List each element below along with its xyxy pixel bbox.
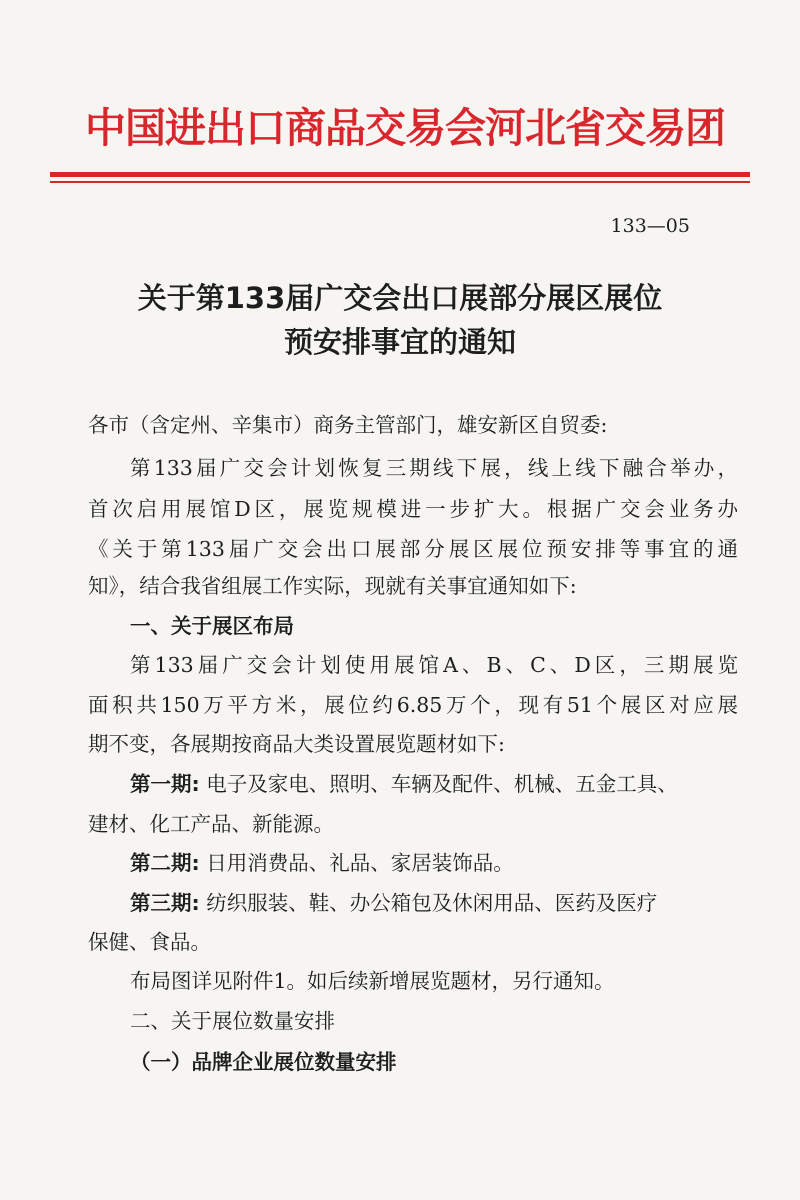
section-heading-2: 二、关于展位数量安排 [130, 1009, 335, 1033]
phase-2-text: 日用消费品、礼品、家居装饰品。 [206, 851, 514, 875]
paragraph-1-line-3: 《关于第133届广交会出口展部分展区展位预安排等事宜的通 [88, 537, 738, 561]
phase-1-label: 第一期: [130, 772, 200, 796]
document-title-line-2: 预安排事宜的通知 [283, 325, 516, 359]
header-rule-thin [50, 181, 750, 183]
document-number: 133—05 [610, 215, 690, 237]
subsection-heading-1: （一）品牌企业展位数量安排 [130, 1050, 397, 1074]
phase-3-label: 第三期: [130, 891, 200, 915]
paragraph-3: 布局图详见附件1。如后续新增展览题材，另行通知。 [130, 969, 615, 993]
phase-3-text: 纺织服装、鞋、办公箱包及休闲用品、医药及医疗 [206, 891, 658, 915]
phase-1-line-2: 建材、化工产品、新能源。 [88, 812, 334, 836]
document-title-line-1: 关于第133届广交会出口展部分展区展位 [137, 281, 663, 315]
phase-2-line [130, 845, 738, 881]
phase-3-line-1 [130, 885, 738, 921]
salutation: 各市（含定州、辛集市）商务主管部门，雄安新区自贸委: [88, 413, 608, 437]
phase-2-label: 第二期: [130, 851, 200, 875]
phase-1-text: 电子及家电、照明、车辆及配件、机械、五金工具、 [206, 772, 678, 796]
phase-1-line-1 [130, 766, 738, 802]
paragraph-2-line-2: 面积共150万平方米，展位约6.85万个，现有51个展区对应展 [88, 693, 738, 717]
paragraph-2-line-3: 期不变，各展期按商品大类设置展览题材如下: [88, 732, 505, 756]
paragraph-2-line-1: 第133届广交会计划使用展馆A、B、C、D区，三期展览 [130, 653, 738, 677]
paragraph-1-line-1: 第133届广交会计划恢复三期线下展，线上线下融合举办， [130, 456, 738, 480]
phase-3-line-2: 保健、食品。 [88, 930, 211, 954]
paragraph-1-line-2: 首次启用展馆D区，展览规模进一步扩大。根据广交会业务办 [88, 497, 738, 521]
paragraph-1-line-4: 知》，结合我省组展工作实际，现就有关事宜通知如下: [88, 574, 577, 598]
organization-header: 中国进出口商品交易会河北省交易团 [85, 104, 725, 152]
section-heading-1: 一、关于展区布局 [130, 614, 294, 638]
header-rule-thick [50, 172, 750, 177]
